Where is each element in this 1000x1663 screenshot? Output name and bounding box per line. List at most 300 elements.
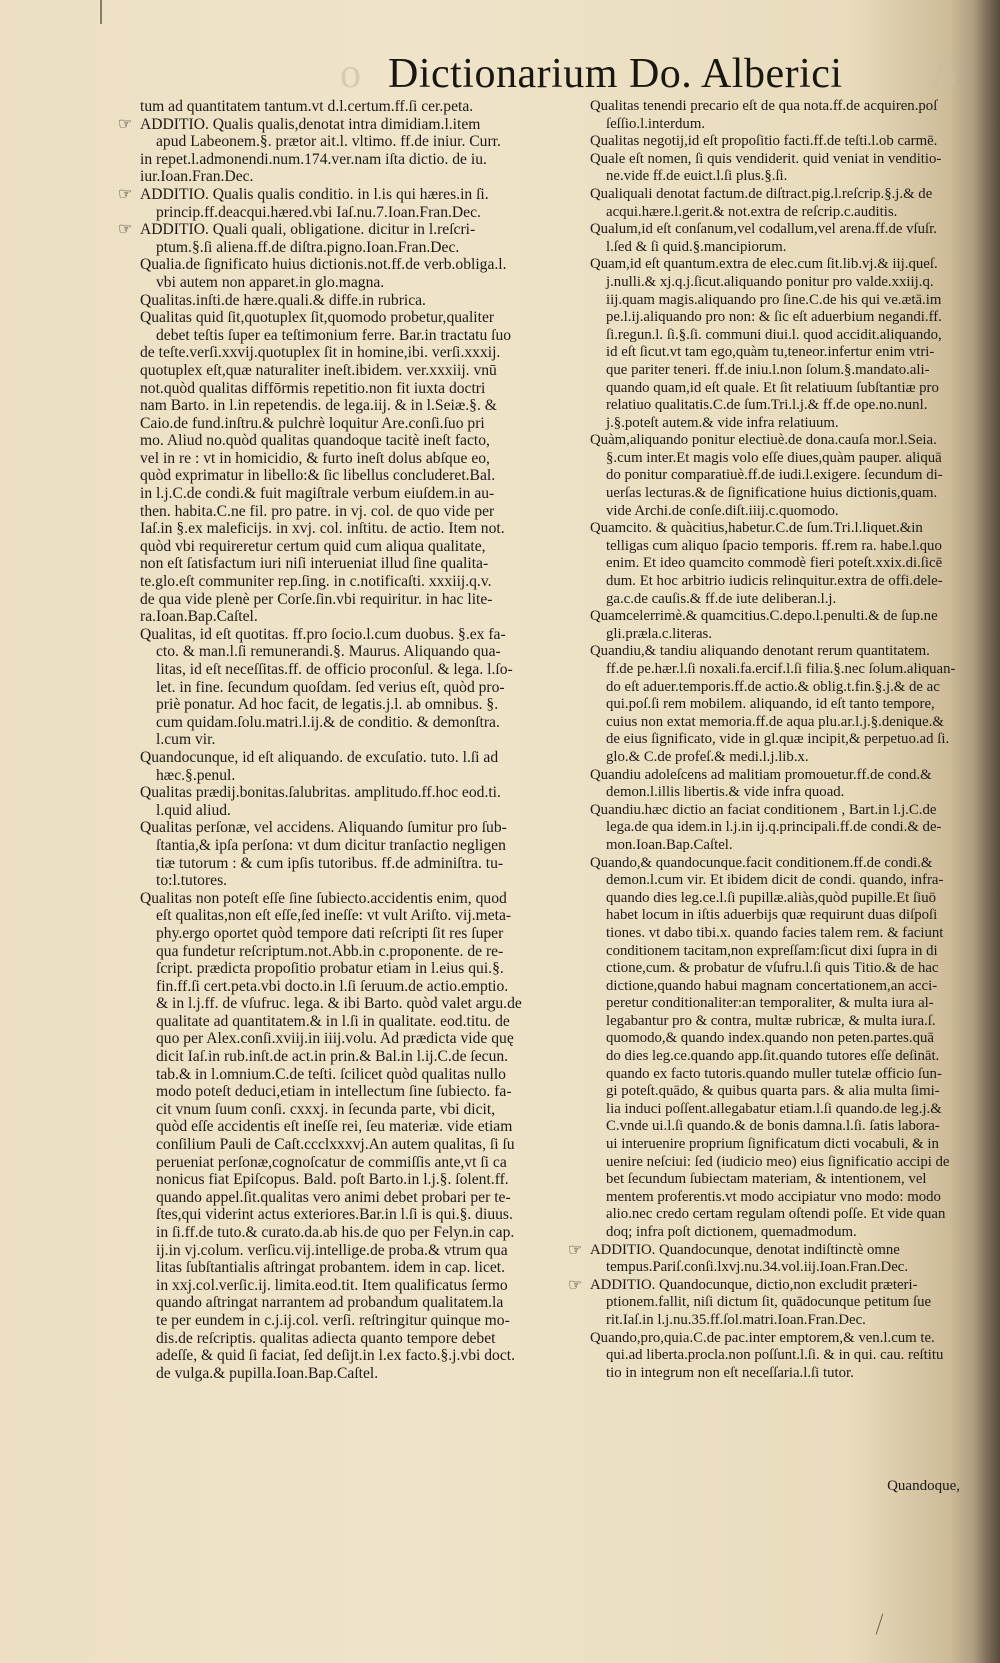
line-text: demon.l.cum vir. Et ibidem dicit de condi. quando, infra- (606, 872, 944, 889)
text-line (140, 749, 580, 767)
text-line (140, 1276, 583, 1295)
line-text: ADDITIO. Quali quali, obligatione. dicitur in l.reſcri- (140, 221, 476, 239)
line-text: quo per Alex.conſi.xviij.in iiij.volu. Ad prædicta vide quę (156, 1030, 514, 1048)
text-line (140, 415, 580, 433)
text-line (140, 168, 580, 186)
text-line (590, 872, 970, 890)
text-line (590, 432, 970, 450)
line-text: quando appel.ſit.qualitas vero animi debet probari per te- (156, 1188, 511, 1206)
line-text: Quando,pro,quia.C.de pac.inter emptorem,& ven.l.cum te. (590, 1329, 935, 1346)
line-text: Qualitas non poteſt eſſe ſine ſubiecto.accidentis enim, quod (140, 889, 507, 907)
text-line (140, 380, 580, 398)
line-text: perueniat perſonæ,cognoſcatur de commiſſis ante,vt ſi ca (156, 1153, 507, 1171)
text-line (590, 485, 970, 503)
text-line (140, 467, 580, 485)
text-line (140, 1189, 580, 1207)
line-text: ra.Ioan.Bap.Caſtel. (140, 608, 258, 626)
text-line (140, 855, 580, 873)
text-line (590, 837, 970, 855)
text-line (590, 344, 970, 362)
line-text: in ſi.ff.de tuto.& curato.da.ab his.de quo per Felyn.in cap. (156, 1224, 515, 1241)
line-text: vel in re : vt in homicidio, & furto ineſt dolus abſque eo, (140, 449, 490, 467)
line-text: let. in fine. ſecundum quoſdam. ſed verius eſt, quòd pro- (156, 678, 505, 696)
text-line (590, 450, 970, 468)
text-line (140, 485, 580, 503)
line-text: in l.j.C.de condi.& fuit magiſtrale verbum eiuſdem.in au- (140, 485, 495, 503)
line-text: j.§.poteſt autem.& vide infra relatiuum. (606, 414, 839, 431)
line-text: tio in integrum non eſt neceſſaria.l.ſi tutor. (606, 1364, 854, 1381)
line-text: ADDITIO. Qualis qualis,denotat intra dimidiam.l.item (140, 115, 481, 133)
text-line (590, 1347, 970, 1365)
text-line (590, 467, 970, 485)
text-line (590, 116, 970, 134)
text-line (140, 450, 580, 468)
line-text: quando quam,id eſt quale. Et ſit relatiuum ſubſtantiæ pro (606, 379, 939, 396)
text-line (590, 292, 970, 310)
text-line (140, 432, 580, 450)
text-line (140, 1206, 580, 1224)
line-text: phy.ergo oportet quòd tempore dati reſcripti ſit res ſuper (156, 924, 504, 942)
line-text: id eſt ſicut.vt tam ego,quàm tu,teneor.infertur enim vtri- (606, 344, 935, 361)
text-line (140, 608, 580, 626)
text-line (590, 168, 970, 186)
line-text: quando dies leg.ce.l.ſi pupillæ.aliàs,quòd pupille.Et ſiuō (606, 889, 937, 906)
text-line (140, 960, 580, 978)
line-text: ſi.regun.l. ſi.§.ſi. communi diui.l. quod accidit.aliquando, (606, 326, 942, 343)
line-text: telligas cum aliquo ſpacio temporis. ff.rem ra. habe.l.quo (606, 537, 942, 554)
left-text-column (118, 98, 583, 1382)
line-text: quomodo,& quando index.quando non peten.partes.quā (606, 1030, 934, 1047)
addition-entry-line (568, 1276, 970, 1295)
text-line (590, 661, 970, 679)
text-line (140, 1330, 580, 1348)
line-text: ADDITIO. Quandocunque, dictio,non excludit præteri- (590, 1276, 918, 1293)
line-text: l.quid aliud. (156, 801, 231, 819)
text-line (590, 1136, 970, 1154)
text-line (590, 978, 970, 996)
text-line (140, 1030, 580, 1048)
line-text: lega.de qua idem.in l.j.in ij.q.principali.ff.de condi.& de- (606, 819, 942, 836)
text-line (590, 679, 970, 697)
line-text: princip.ff.deacqui.hæred.vbi Iaſ.nu.7.Ioan.Fran.Dec. (156, 203, 481, 221)
text-line (140, 327, 580, 345)
line-text: te.glo.eſt communiter rep.ſing. in c.notificaſti. xxxiij.q.v. (140, 573, 492, 591)
text-line (140, 767, 580, 785)
text-line (590, 327, 970, 345)
line-text: mon.Ioan.Bap.Caſtel. (606, 836, 733, 853)
line-text: Iaſ.in §.ex maleficijs. in xvj. col. inſtitu. de actio. Item not. (140, 520, 505, 538)
line-text: gli.præla.c.literas. (606, 625, 713, 642)
line-text: then. habita.C.ne fil. pro patre. in vj. col. de quo vide per (140, 502, 495, 520)
text-line (590, 1048, 970, 1066)
text-line (590, 1259, 970, 1277)
line-text: to:l.tutores. (156, 872, 228, 890)
line-text: peretur conditionaliter:an temporaliter, & multa iura al- (606, 995, 934, 1012)
text-line (140, 1365, 580, 1383)
line-text: Qualum,id eſt conſanum,vel codallum,vel arena.ff.de vſuſr. (590, 221, 937, 238)
addition-entry-line (568, 1241, 970, 1260)
line-text: qualitate ad quantitatem.& in l.ſi in qualitate. eod.titu. de (156, 1012, 510, 1030)
text-line (590, 503, 970, 521)
line-text: Qualia.de ſignificato huius dictionis.not.ff.de verb.obliga.l. (140, 256, 507, 274)
line-text: Qualitas negotij,id eſt propoſitio facti.ff.de teſti.l.ob carmē. (590, 133, 938, 150)
text-line (590, 1312, 970, 1330)
text-line (140, 344, 580, 362)
line-text: qui.poſ.ſi rem mobilem. aliquando, id eſt tanto tempore, (606, 696, 935, 713)
line-text: in repet.l.admonendi.num.174.ver.nam iſta dictio. de iu. (140, 150, 487, 168)
text-line (140, 133, 580, 151)
line-text: Quandocunque, id eſt aliquando. de excuſatio. tuto. l.ſi ad (140, 748, 499, 766)
line-text: debet teſtis ſuper ea teſtimonium ferre. Bar.in tractatu ſuo (156, 326, 512, 344)
line-text: ui interuenire proprium ſignificatum dicti vocabuli, & in (606, 1136, 939, 1153)
pointing-hand-icon: ☞ (118, 221, 133, 239)
text-line (590, 626, 970, 644)
catchword: Quandoque, (887, 1478, 960, 1494)
text-line (590, 362, 970, 380)
text-line (590, 960, 970, 978)
line-text: quòd vbi requireretur certum quid cum aliqua qualitate, (140, 537, 486, 555)
text-line (590, 731, 970, 749)
text-line (590, 1365, 970, 1383)
text-line (590, 784, 970, 802)
text-line (590, 943, 970, 961)
line-text: cto. & man.l.ſi remunerandi.§. Maurus. Aliquando qua- (156, 643, 501, 661)
line-text: do ponitur comparatiuè.ff.de iudi.l.exigere. ſecundum di- (606, 467, 943, 484)
text-line (590, 1330, 970, 1348)
line-text: acqui.hære.l.gerit.& not.extra de reſcrip.c.auditis. (606, 203, 898, 220)
line-text: l.cum vir. (156, 731, 216, 749)
text-line (140, 204, 580, 222)
text-line (140, 679, 580, 697)
text-line (590, 186, 970, 204)
line-text: conditionem tacitam,non expreſſam:ſicut dixi ſupra in di (606, 942, 938, 959)
text-line (590, 573, 970, 591)
line-text: nam Barto. in l.in repetendis. de lega.iij. & in l.Seiæ.§. & (140, 397, 497, 415)
pointing-hand-icon: ☞ (118, 185, 133, 203)
line-text: dicit Iaſ.in rub.inſt.de act.in prin.& Bal.in l.ij.C.de ſecun. (156, 1048, 509, 1066)
line-text: dum. Et hoc arbitrio iudicis relinquitur.extra de offi.dele- (606, 573, 943, 590)
text-line (590, 819, 970, 837)
line-text: ADDITIO. Quandocunque, denotat indiſtinctè omne (590, 1241, 900, 1258)
line-text: Qualitas quid ſit,quotuplex ſit,quomodo probetur,qualiter (140, 309, 495, 327)
line-text: enim. Et ideo quamcito commodè fieri poteſt.xxix.di.ſicē (606, 555, 943, 572)
text-line (140, 696, 580, 714)
line-text: gi poteſt.quādo, & quibus quarta pars. & alia multa ſimi- (606, 1083, 940, 1100)
line-text: hæc.§.penul. (156, 766, 236, 784)
text-line (590, 767, 970, 785)
line-text: Quam,id eſt quantum.extra de elec.cum ſit.lib.vj.& iij.queſ. (590, 256, 938, 273)
line-text: ij.in vj.colum. verſicu.vij.intellige.de proba.& vtrum qua (156, 1241, 508, 1259)
line-text: quòd exprimatur in libello:& ſic libellus concluderet.Bal. (140, 467, 496, 485)
line-text: dictione,quando habui magnam concertationem,an acci- (606, 977, 938, 994)
text-line (590, 1171, 970, 1189)
text-line (140, 943, 580, 961)
line-text: uerſas lecturas.& de ſignificatione huius dictionis,quam. (606, 485, 938, 502)
line-text: Qualiquali denotat factum.de diſtract.pig.l.reſcrip.§.j.& de (590, 185, 933, 202)
text-line (140, 1136, 580, 1154)
text-line (590, 204, 970, 222)
text-line (590, 98, 970, 116)
line-text: Qualitas perſonæ, vel accidens. Aliquando ſumitur pro ſub- (140, 819, 507, 837)
text-line (590, 221, 970, 239)
pointing-hand-icon: ☞ (118, 115, 133, 133)
line-text: de qua vide plenè per Corſe.ſin.vbi requiritur. in hac lite- (140, 590, 493, 608)
line-text: tempus.Pariſ.conſi.lxvj.nu.34.vol.iij.Ioan.Fran.Dec. (606, 1259, 909, 1276)
right-text-column (568, 98, 970, 1382)
text-line (140, 1154, 580, 1172)
line-text: mentem proferentis.vt modo accipiatur vno modo: modo (606, 1188, 941, 1205)
line-text: in xxj.col.verſic.ij. limita.eod.tit. Item qualificatus ſermo (156, 1276, 508, 1294)
line-text: demon.l.illis libertis.& vide infra quoad. (606, 784, 845, 801)
text-line (590, 890, 970, 908)
running-head-ghost-right: A (929, 51, 960, 97)
text-line (140, 995, 580, 1013)
text-line (140, 714, 580, 732)
text-line (590, 1154, 970, 1172)
text-line (590, 133, 970, 151)
text-line (590, 520, 970, 538)
text-line (590, 925, 970, 943)
text-line (590, 696, 970, 714)
text-line (140, 1013, 580, 1031)
line-text: vide Archi.de conſe.diſt.iiij.c.quomodo. (606, 502, 839, 519)
line-text: ſtantia,& ipſa perſona: vt dum dicitur tranſactio negligen (156, 836, 506, 854)
line-text: doq; infra poſt dictionem, quemadmodum. (606, 1224, 857, 1240)
line-text: & in l.j.ff. de vſufruc. lega. & ibi Barto. quòd valet argu.de (156, 995, 522, 1013)
line-text: ptum.§.ſi aliena.ff.de diſtra.pigno.Ioan.Fran.Dec. (156, 238, 460, 256)
text-line (590, 151, 970, 169)
text-line (140, 573, 580, 591)
line-text: pe.l.ij.aliquando pro non: & ſic eſt aduerbium negandi.ff. (606, 309, 942, 326)
text-line (140, 309, 580, 327)
line-text: quotuplex eſt,quæ naturaliter ineſt.ibidem. ver.xxxiij. vnū (140, 361, 497, 379)
text-line (140, 872, 580, 890)
line-text: tum ad quantitatem tantum.vt d.l.certum.ff.ſi cer.peta. (140, 98, 474, 115)
text-line (140, 731, 580, 749)
line-text: litas ſubſtantialis aſtringat probantem. idem in cap. licet. (156, 1259, 506, 1277)
text-line (140, 239, 580, 257)
text-line (140, 890, 580, 908)
line-text: tiones. vt dabo tibi.x. quando facies talem rem. & faciunt (606, 924, 944, 941)
line-text: tiæ tutorum : & cum ipſis tutoribus. ff.de adminiſtra. tu- (156, 854, 504, 872)
line-text: cum quidam.ſolu.matri.l.ij.& de conditio. & demonſtra. (156, 713, 500, 731)
line-text: do eſt aduer.temporis.ff.de actio.& oblig.t.fin.§.j.& de ac (606, 678, 940, 695)
line-text: Quàm,aliquando ponitur electiuè.de dona.cauſa mor.l.Seia. (590, 432, 937, 449)
text-line (590, 1118, 970, 1136)
line-text: habet locum in iſtis aduerbijs quæ requirunt duas diſpoſi (606, 907, 938, 924)
line-text: iij.quam magis.aliquando pro ſine.C.de his qui ve.ætā.im (606, 291, 942, 308)
text-line (140, 907, 580, 925)
pointing-hand-icon: ☞ (568, 1241, 583, 1259)
line-text: fin.ff.ſi cert.peta.vbi docto.in l.ſi ſeruum.de actio.emptio. (156, 977, 509, 995)
line-text: tab.& in l.omnium.C.de teſti. ſcilicet quòd qualitas nullo (156, 1065, 506, 1083)
text-line (140, 397, 580, 415)
text-line (590, 256, 970, 274)
line-text: ga.c.de cauſis.& ff.de iute deliberan.l.j. (606, 590, 837, 607)
text-line (140, 1048, 580, 1066)
line-text: lia induci poſſent.allegabatur etiam.l.ſi quando.de leg.j.& (606, 1100, 942, 1117)
line-text: j.nulli.& xj.q.j.ſicut.aliquando ponitur pro valde.xxiij.q. (606, 273, 934, 290)
line-text: qui.ad liberta.procla.non poſſunt.l.ſi. & in qui. cau. reſtitu (606, 1347, 944, 1364)
text-line (140, 1101, 580, 1119)
text-line (590, 714, 970, 732)
text-line (590, 555, 970, 573)
text-line (590, 1294, 970, 1312)
line-text: de vulga.& pupilla.Ioan.Bap.Caſtel. (156, 1364, 379, 1382)
text-line (590, 608, 970, 626)
addition-entry-line (118, 115, 580, 134)
line-text: uenire neſciui: ſed (iudicio meo) eius ſignificatio accipi de (606, 1153, 950, 1170)
text-line (140, 802, 580, 820)
line-text: bet ſecundum ſubiectam materiam, & intentionem, vel (606, 1171, 927, 1188)
text-line (590, 1206, 970, 1224)
text-line (140, 362, 580, 380)
text-line (140, 1224, 580, 1242)
line-text: apud Labeonem.§. prætor ait.l. vltimo. ff.de iniur. Curr. (156, 133, 501, 151)
line-text: dis.de reſcriptis. qualitas adiecta quanto tempore debet (156, 1329, 496, 1347)
text-line (590, 1013, 970, 1031)
addition-entry-line (118, 221, 580, 239)
line-text: do dies leg.ce.quando app.ſit.quando tutores eſſe deſināt. (606, 1048, 940, 1065)
line-text: quando aſtringat narrantem ad probandum qualitatem.la (156, 1294, 504, 1312)
text-line (590, 274, 970, 292)
text-line (140, 292, 580, 310)
line-text: cit vnum ſuum conſi. cxxxj. in ſecunda parte, vbi dicit, (156, 1100, 496, 1118)
text-line (140, 98, 580, 116)
line-text: Qualitas prædij.bonitas.ſalubritas. amplitudo.ff.hoc eod.ti. (140, 784, 501, 802)
text-line (140, 819, 580, 837)
text-line (140, 626, 580, 644)
text-line (590, 1066, 970, 1084)
text-line (590, 239, 970, 257)
text-line (590, 1224, 970, 1242)
line-text: priè ponatur. Ad hoc facit, de legatis.j.l. ab omnibus. §. (156, 696, 499, 714)
page-edge-shadow (974, 0, 1000, 1663)
text-line (590, 415, 970, 433)
line-text: glo.& C.de profeſ.& medi.l.j.lib.x. (606, 748, 809, 765)
text-line (140, 643, 580, 661)
text-line (140, 503, 580, 521)
text-line (590, 591, 970, 609)
text-line (140, 925, 580, 943)
text-line (140, 784, 580, 802)
line-text: qua fundetur reſcriptum.not.Abb.in c.proponente. de re- (156, 942, 504, 960)
text-line (590, 802, 970, 820)
line-text: Quando,& quandocunque.facit conditionem.ff.de condi.& (590, 854, 933, 871)
line-text: Quamcelerrimè.& quamcitius.C.depo.l.penulti.& de ſup.ne (590, 608, 938, 625)
line-text: ſtes,qui viderint actus exteriores.Bar.in l.ſi is qui.§. diuus. (156, 1206, 513, 1224)
text-line (590, 1083, 970, 1101)
line-text: ne.vide ff.de euict.l.ſi plus.§.ſi. (606, 168, 788, 185)
text-line (140, 591, 580, 609)
text-line (590, 397, 970, 415)
page-mark (100, 0, 102, 24)
text-line (140, 1083, 580, 1101)
text-line (140, 274, 580, 292)
pointing-hand-icon: ☞ (568, 1276, 583, 1294)
line-text: quòd eſſe accidentis eſt ineſſe rei, ſeu materiæ. vide etiam (156, 1118, 513, 1136)
line-text: not.quòd qualitas diffōrmis repetitio.non fit iuxta doctri (140, 379, 486, 397)
line-text: modo poteſt deduci,etiam in intellectum ſine ſubiecto. fa- (156, 1083, 512, 1101)
text-line (140, 661, 580, 679)
text-line (590, 995, 970, 1013)
line-text: nonicus fiat Epiſcopus. Bald. poſt Barto.in l.j.§. ſolent.ff. (156, 1171, 509, 1189)
text-line (590, 907, 970, 925)
line-text: §.cum inter.Et magis volo eſſe diues,quàm pauper. aliquā (606, 449, 942, 466)
line-text: ADDITIO. Qualis qualis conditio. in l.is qui hæres.in ſi. (140, 185, 489, 203)
line-text: Qualitas tenendi precario eſt de qua nota.ff.de acquiren.poſ (590, 98, 938, 114)
text-line (590, 380, 970, 398)
running-head-ghost-left: o (340, 51, 361, 97)
text-line (140, 1241, 583, 1260)
line-text: ptionem.fallit, niſi dictum ſit, quādocunque petitum ſue (606, 1294, 932, 1311)
line-text: rit.Iaſ.in l.j.nu.35.ff.ſol.matri.Ioan.Fran.Dec. (606, 1311, 866, 1328)
running-head (340, 50, 960, 100)
text-line (140, 1066, 580, 1084)
line-text: Qualitas.inſti.de hære.quali.& diffe.in rubrica. (140, 291, 426, 309)
line-text: ff.de pe.hær.l.ſi noxali.fa.ercif.l.ſi filia.§.nec ſolum.aliquan- (606, 661, 956, 677)
line-text: C.vnde ui.l.ſi quando.& de bonis damna.l.ſi. ſatis labora- (606, 1118, 940, 1135)
line-text: que pariter teneri. ff.de iniu.l.non ſolum.§.mandato.ali- (606, 361, 930, 378)
text-line (140, 1118, 580, 1136)
line-text: alio.nec credo certam regulam oſtendi poſſe. Et vide quan (606, 1206, 946, 1223)
line-text: legabantur pro & contra, multæ rubricæ, & multa iura.ſ. (606, 1012, 936, 1029)
text-line (140, 1171, 580, 1189)
line-text: cuius non extat memoria.ff.de aqua plu.ar.l.j.§.denique.& (606, 713, 944, 730)
line-text: quando ex facto tutoris.quando muller tutelæ officio ſun- (606, 1065, 942, 1082)
text-line (590, 1101, 970, 1119)
line-text: non eſt ſatisfactum iuri niſi interueniat illud ſine qualita- (140, 555, 489, 573)
addition-entry-line (118, 185, 580, 204)
line-text: adeſſe, & quid ſi faciat, ſed deſijt.in l.ex facto.§.j.vbi doct. (156, 1347, 515, 1365)
text-line (140, 555, 580, 573)
text-line (140, 1259, 580, 1277)
line-text: ſcript. prædicta propoſitio probatur etiam in l.eius qui.§. (156, 960, 504, 978)
line-text: Quale eſt nomen, ſi quis vendiderit. quid veniat in venditio- (590, 150, 942, 167)
line-text: Quandiu.hæc dictio an faciat conditionem , Bart.in l.j.C.de (590, 801, 937, 818)
text-line (590, 749, 970, 767)
line-text: de eius ſignificato, vide in gl.quæ incipit,& perpetuo.ad ſi. (606, 731, 950, 748)
text-line (140, 151, 580, 169)
text-line (140, 256, 580, 274)
line-text: Caio.de fund.inſtru.& pulchrè loquitur Are.conſi.ſuo pri (140, 414, 485, 432)
text-line (590, 538, 970, 556)
text-line (590, 1189, 970, 1207)
line-text: de teſte.verſi.xxvij.quotuplex ſit in homine,ibi. verſi.xxxij. (140, 344, 501, 362)
line-text: mo. Aliud no.quòd qualitas quandoque tacitè ineſt facto, (140, 432, 490, 450)
line-text: Quandiu,& tandiu aliquando denotant rerum quantitatem. (590, 643, 930, 660)
text-line (140, 978, 580, 996)
text-line (590, 1030, 970, 1048)
line-text: ctione,cum. & probatur de vſufru.l.ſi quis Titio.& de hac (606, 960, 939, 977)
line-text: eſt qualitas,non eſt eſſe,ſed ineſſe: vt vult Ariſto. vij.meta- (156, 907, 512, 925)
running-head-title: Dictionarium Do. Alberici (388, 51, 843, 97)
text-line (140, 538, 580, 556)
text-line (590, 855, 970, 873)
text-line (590, 309, 970, 327)
text-line (140, 520, 580, 538)
text-line (590, 643, 970, 661)
line-text: relatiuo qualitatis.C.de ſum.Tri.l.j.& ff.de ope.no.nunl. (606, 397, 928, 414)
line-text: vbi autem non apparet.in glo.magna. (156, 273, 385, 291)
text-line (140, 1312, 580, 1330)
line-text: Qualitas, id eſt quotitas. ff.pro ſocio.l.cum duobus. §.ex fa- (140, 625, 506, 643)
line-text: iur.Ioan.Fran.Dec. (140, 168, 254, 186)
text-line (140, 837, 580, 855)
line-text: te per eundem in c.j.ij.col. verſi. reſtringitur quinque mo- (156, 1311, 510, 1329)
text-line (140, 1347, 580, 1365)
line-text: conſilium Pauli de Caſt.ccclxxxvj.An autem qualitas, ſi ſu (156, 1136, 515, 1154)
